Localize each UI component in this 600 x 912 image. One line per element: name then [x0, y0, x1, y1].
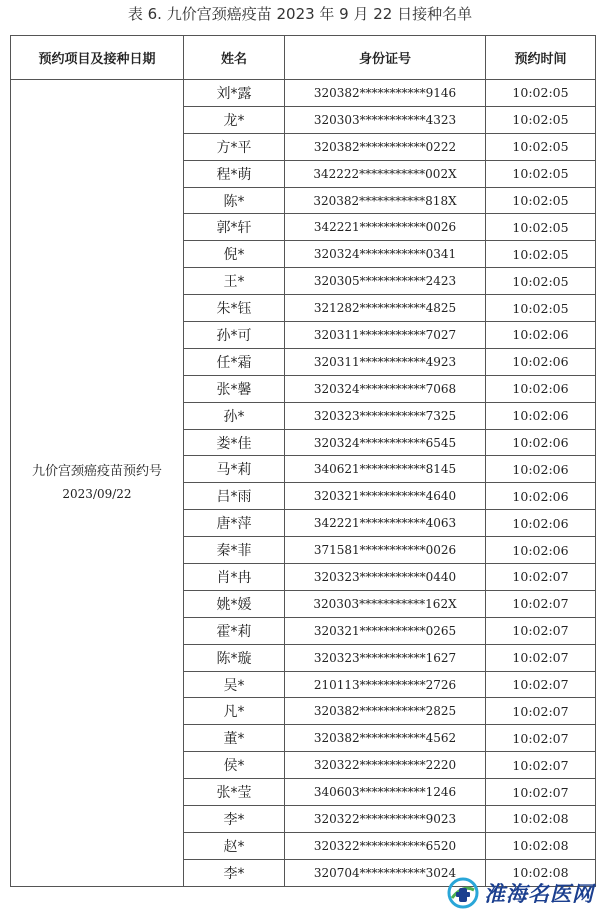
name-cell: 孙*	[184, 402, 285, 429]
appointment-time-cell: 10:02:05	[486, 268, 596, 295]
id-number-cell: 321282***********4825	[285, 295, 486, 322]
appointment-time-cell: 10:02:07	[486, 590, 596, 617]
appointment-time-cell: 10:02:08	[486, 859, 596, 886]
name-cell: 陈*璇	[184, 644, 285, 671]
id-number-cell: 320311***********7027	[285, 322, 486, 349]
id-number-cell: 320311***********4923	[285, 348, 486, 375]
name-cell: 侯*	[184, 752, 285, 779]
id-number-cell: 320303***********4323	[285, 106, 486, 133]
appointment-time-cell: 10:02:05	[486, 160, 596, 187]
project-label: 九价宫颈癌疫苗预约号	[31, 463, 162, 479]
id-number-cell: 320382***********2825	[285, 698, 486, 725]
name-cell: 孙*可	[184, 322, 285, 349]
id-number-cell: 320382***********9146	[285, 80, 486, 107]
name-cell: 郭*轩	[184, 214, 285, 241]
appointment-time-cell: 10:02:07	[486, 617, 596, 644]
appointment-time-cell: 10:02:05	[486, 295, 596, 322]
appointment-time-cell: 10:02:05	[486, 241, 596, 268]
id-number-cell: 340603***********1246	[285, 779, 486, 806]
id-number-cell: 320322***********6520	[285, 832, 486, 859]
id-number-cell: 320704***********3024	[285, 859, 486, 886]
name-cell: 吴*	[184, 671, 285, 698]
name-cell: 李*	[184, 859, 285, 886]
appointment-time-cell: 10:02:05	[486, 133, 596, 160]
vaccination-roster-table	[10, 35, 596, 887]
appointment-time-cell: 10:02:07	[486, 644, 596, 671]
header-project-date: 预约项目及接种日期	[11, 36, 184, 80]
id-number-cell: 342222***********002X	[285, 160, 486, 187]
watermark	[446, 876, 594, 910]
appointment-time-cell: 10:02:06	[486, 537, 596, 564]
doctor-logo-icon	[446, 876, 480, 910]
id-number-cell: 320322***********9023	[285, 806, 486, 833]
id-number-cell: 320324***********0341	[285, 241, 486, 268]
appointment-time-cell: 10:02:07	[486, 725, 596, 752]
project-date-cell	[11, 80, 184, 887]
name-cell: 倪*	[184, 241, 285, 268]
name-cell: 方*平	[184, 133, 285, 160]
name-cell: 娄*佳	[184, 429, 285, 456]
header-appointment-time: 预约时间	[486, 36, 596, 80]
appointment-time-cell: 10:02:06	[486, 510, 596, 537]
id-number-cell: 371581***********0026	[285, 537, 486, 564]
id-number-cell: 320323***********0440	[285, 564, 486, 591]
name-cell: 唐*萍	[184, 510, 285, 537]
name-cell: 吕*雨	[184, 483, 285, 510]
name-cell: 董*	[184, 725, 285, 752]
appointment-time-cell: 10:02:07	[486, 779, 596, 806]
appointment-time-cell: 10:02:06	[486, 429, 596, 456]
name-cell: 姚*媛	[184, 590, 285, 617]
name-cell: 朱*钰	[184, 295, 285, 322]
appointment-time-cell: 10:02:06	[486, 322, 596, 349]
document-title: 表 6. 九价宫颈癌疫苗 2023 年 9 月 22 日接种名单	[127, 5, 473, 23]
project-date: 2023/09/22	[62, 486, 132, 501]
appointment-time-cell: 10:02:08	[486, 832, 596, 859]
id-number-cell: 210113***********2726	[285, 671, 486, 698]
roster-body	[11, 80, 596, 887]
name-cell: 张*馨	[184, 375, 285, 402]
name-cell: 王*	[184, 268, 285, 295]
appointment-time-cell: 10:02:06	[486, 483, 596, 510]
name-cell: 李*	[184, 806, 285, 833]
id-number-cell: 320322***********2220	[285, 752, 486, 779]
appointment-time-cell: 10:02:07	[486, 698, 596, 725]
name-cell: 凡*	[184, 698, 285, 725]
appointment-time-cell: 10:02:06	[486, 402, 596, 429]
name-cell: 秦*菲	[184, 537, 285, 564]
id-number-cell: 320303***********162X	[285, 590, 486, 617]
name-cell: 任*霜	[184, 348, 285, 375]
id-number-cell: 320382***********0222	[285, 133, 486, 160]
appointment-time-cell: 10:02:06	[486, 375, 596, 402]
name-cell: 霍*莉	[184, 617, 285, 644]
appointment-time-cell: 10:02:05	[486, 80, 596, 107]
id-number-cell: 342221***********0026	[285, 214, 486, 241]
id-number-cell: 320321***********4640	[285, 483, 486, 510]
table-row	[11, 80, 596, 107]
name-cell: 马*莉	[184, 456, 285, 483]
appointment-time-cell: 10:02:05	[486, 187, 596, 214]
name-cell: 陈*	[184, 187, 285, 214]
id-number-cell: 320382***********4562	[285, 725, 486, 752]
id-number-cell: 320323***********1627	[285, 644, 486, 671]
id-number-cell: 320324***********7068	[285, 375, 486, 402]
id-number-cell: 320323***********7325	[285, 402, 486, 429]
id-number-cell: 320321***********0265	[285, 617, 486, 644]
appointment-time-cell: 10:02:06	[486, 348, 596, 375]
header-name: 姓名	[184, 36, 285, 80]
name-cell: 程*萌	[184, 160, 285, 187]
appointment-time-cell: 10:02:07	[486, 752, 596, 779]
appointment-time-cell: 10:02:07	[486, 671, 596, 698]
appointment-time-cell: 10:02:05	[486, 214, 596, 241]
id-number-cell: 342221***********4063	[285, 510, 486, 537]
appointment-time-cell: 10:02:05	[486, 106, 596, 133]
id-number-cell: 340621***********8145	[285, 456, 486, 483]
table-header-row	[11, 36, 596, 80]
name-cell: 赵*	[184, 832, 285, 859]
appointment-time-cell: 10:02:08	[486, 806, 596, 833]
appointment-time-cell: 10:02:07	[486, 564, 596, 591]
id-number-cell: 320305***********2423	[285, 268, 486, 295]
id-number-cell: 320324***********6545	[285, 429, 486, 456]
name-cell: 张*莹	[184, 779, 285, 806]
watermark-text: 淮海名医网	[484, 881, 594, 906]
appointment-time-cell: 10:02:06	[486, 456, 596, 483]
id-number-cell: 320382***********818X	[285, 187, 486, 214]
name-cell: 龙*	[184, 106, 285, 133]
name-cell: 肖*冉	[184, 564, 285, 591]
name-cell: 刘*露	[184, 80, 285, 107]
header-id-number: 身份证号	[285, 36, 486, 80]
